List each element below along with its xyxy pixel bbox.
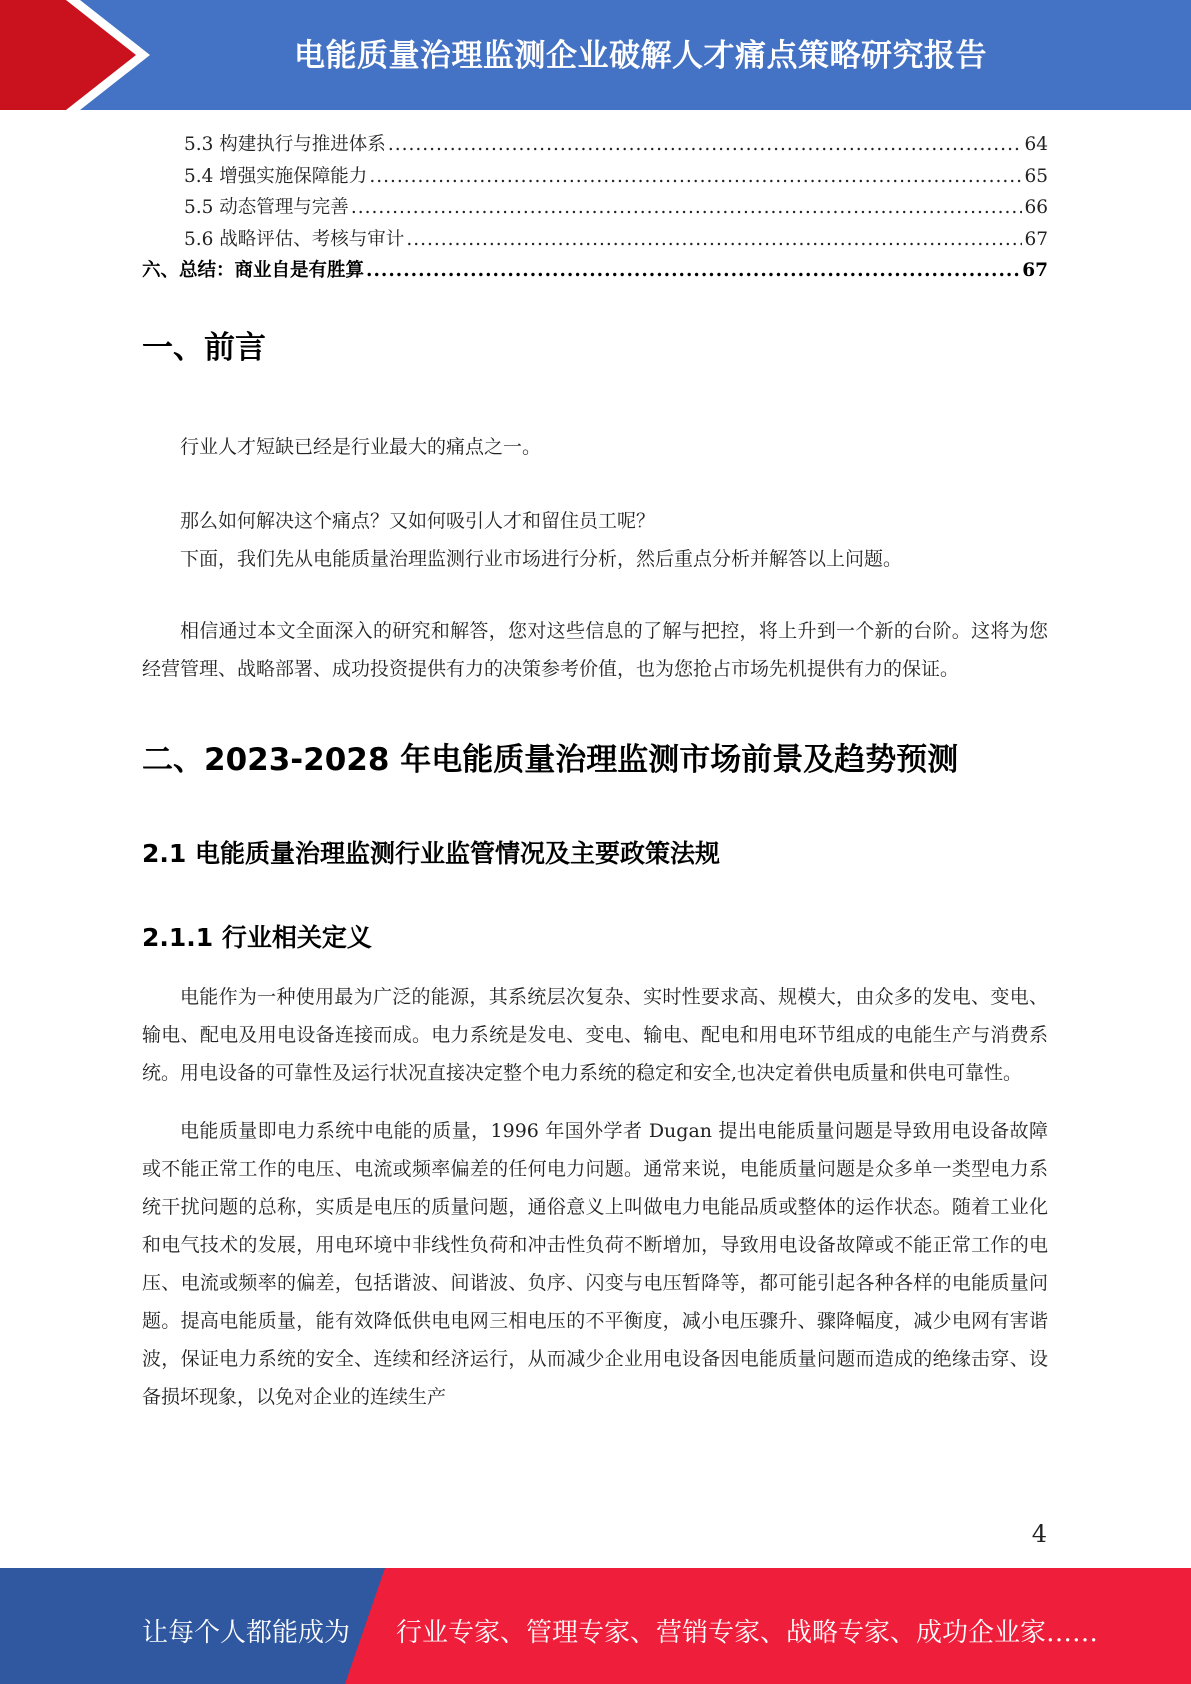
toc-leader-dots	[369, 166, 1022, 187]
toc-entry-page: 67	[1024, 228, 1048, 250]
page-header	[0, 0, 1191, 110]
toc-entry[interactable]	[142, 130, 1048, 162]
toc-leader-dots	[388, 134, 1023, 155]
toc-entry-page: 64	[1024, 134, 1048, 155]
toc-entry[interactable]	[142, 256, 1048, 288]
report-title: 电能质量治理监测企业破解人才痛点策略研究报告	[294, 38, 987, 74]
footer-slogan-right: 行业专家、管理专家、营销专家、战略专家、成功企业家……	[396, 1618, 1099, 1648]
body-paragraph: 那么如何解决这个痛点？又如何吸引人才和留住员工呢？	[180, 510, 656, 532]
red-chevron-decoration	[0, 0, 150, 110]
page-number: 4	[1031, 1520, 1047, 1548]
toc-leader-dots	[406, 229, 1022, 250]
table-of-contents	[142, 130, 1048, 288]
body-paragraph: 行业人才短缺已经是行业最大的痛点之一。	[180, 436, 542, 458]
toc-entry[interactable]	[142, 193, 1048, 225]
toc-entry-label: 5.4 增强实施保障能力	[184, 165, 368, 187]
toc-entry-label: 5.5 动态管理与完善	[184, 197, 349, 218]
footer-slogan-left: 让每个人都能成为	[142, 1618, 351, 1648]
section-heading-market: 二、2023-2028 年电能质量治理监测市场前景及趋势预测	[142, 742, 959, 778]
toc-entry-page: 65	[1024, 165, 1048, 187]
toc-entry-page: 67	[1022, 260, 1048, 281]
document-body	[142, 322, 1048, 1416]
body-paragraph: 电能作为一种使用最为广泛的能源，其系统层次复杂、实时性要求高、规模大，由众多的发电、变电、输电、配电及用电设备连接而成。电力系统是发电、变电、输电、配电和用电环节组成的电能生产与消费系统。用电设备的可靠性及运行状况直接决定整个电力系统的稳定和安全,也决定着供电质量和供电可靠性。	[142, 986, 1048, 1084]
toc-leader-dots	[351, 197, 1023, 218]
section-heading-preface: 一、前言	[142, 330, 266, 366]
toc-leader-dots	[366, 260, 1020, 281]
toc-entry-page: 66	[1024, 197, 1048, 218]
page-footer	[0, 1568, 1191, 1684]
subsection-heading: 2.1 电能质量治理监测行业监管情况及主要政策法规	[142, 839, 720, 868]
body-paragraph: 电能质量即电力系统中电能的质量，1996 年国外学者 Dugan 提出电能质量问题是导致用电设备故障或不能正常工作的电压、电流或频率偏差的任何电力问题。通常来说，电能质量问题是众多单一类型电力系统干扰问题的总称，实质是电压的质量问题，通俗意义上叫做电力电能品质或整体的运作状态。随着工业化和电气技术的发展，用电环境中非线性负荷和冲击性负荷不断增加，导致用电设备故障或不能正常工作的电压、电流或频率的偏差，包括谐波、间谐波、负序、闪变与电压暂降等，都可能引起各种各样的电能质量问题。提高电能质量，能有效降低供电电网三相电压的不平衡度，减小电压骤升、骤降幅度，减少电网有害谐波，保证电力系统的安全、连续和经济运行，从而减少企业用电设备因电能质量问题而造成的绝缘击穿、设备损坏现象，以免对企业的连续生产	[142, 1120, 1048, 1408]
body-paragraph: 下面，我们先从电能质量治理监测行业市场进行分析，然后重点分析并解答以上问题。	[180, 548, 903, 570]
toc-entry-label: 5.3 构建执行与推进体系	[184, 134, 386, 155]
toc-entry-label: 5.6 战略评估、考核与审计	[184, 228, 405, 250]
toc-entry[interactable]	[142, 162, 1048, 194]
subsubsection-heading: 2.1.1 行业相关定义	[142, 923, 372, 952]
toc-entry-label: 六、总结：商业自是有胜算	[142, 260, 365, 281]
toc-entry[interactable]	[142, 225, 1048, 257]
body-paragraph: 相信通过本文全面深入的研究和解答，您对这些信息的了解与把控，将上升到一个新的台阶。这将为您经营管理、战略部署、成功投资提供有力的决策参考价值，也为您抢占市场先机提供有力的保证。	[142, 620, 1048, 680]
